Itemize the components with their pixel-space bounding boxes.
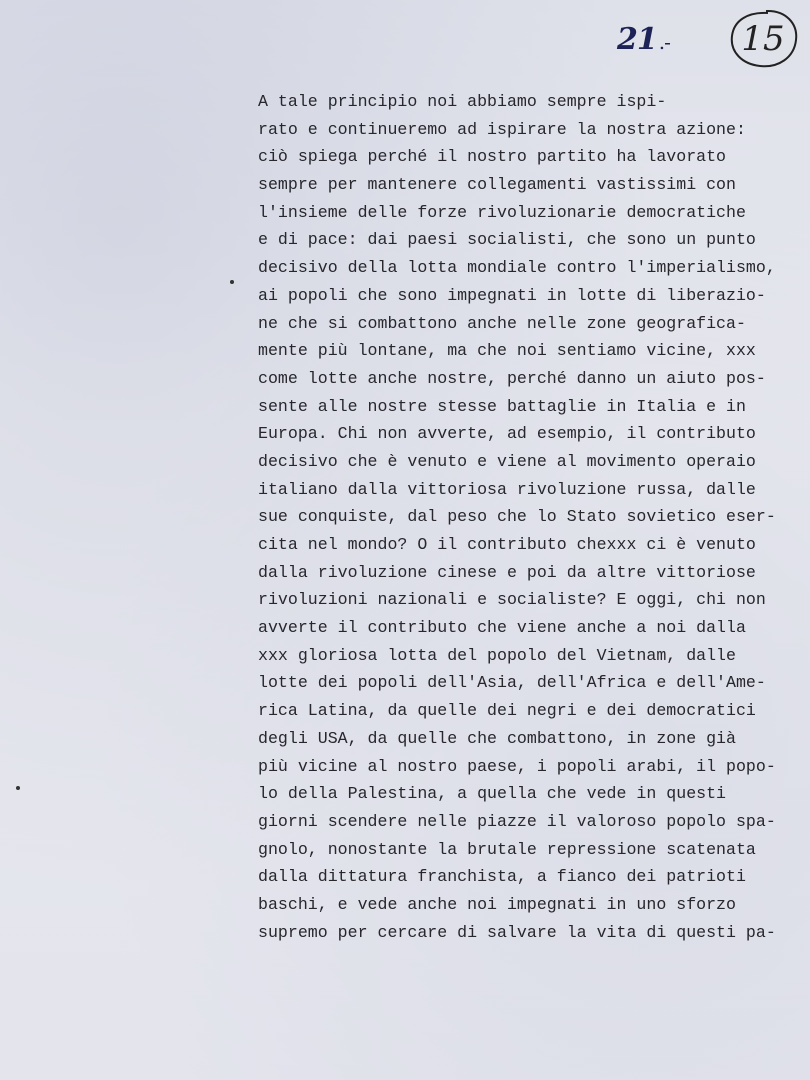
text-line: dalla dittatura franchista, a fianco dei patrioti [258, 867, 746, 887]
text-line: mente più lontane, ma che noi sentiamo vicine, xxx [258, 341, 756, 361]
text-line: sue conquiste, dal peso che lo Stato sovietico eser- [258, 507, 776, 527]
text-line: lotte dei popoli dell'Asia, dell'Africa e dell'Ame- [258, 673, 766, 693]
text-line: decisivo che è venuto e viene al movimento operaio [258, 451, 756, 471]
text-line: supremo per cercare di salvare la vita di questi pa- [258, 922, 776, 942]
circled-page-number [726, 6, 800, 72]
text-line: Europa. Chi non avverte, ad esempio, il contributo [258, 424, 756, 444]
typed-page-number-value: 21 [617, 22, 657, 57]
margin-dot-mark [230, 280, 234, 284]
text-line: rato e continueremo ad ispirare la nostra azione: [258, 119, 746, 139]
text-line: ciò spiega perché il nostro partito ha lavorato [258, 147, 727, 167]
text-line: baschi, e vede anche noi impegnati in uno sforzo [258, 894, 736, 914]
text-line: rica Latina, da quelle dei negri e dei democratici [258, 701, 756, 721]
text-line: cita nel mondo? O il contributo chexxx ci è venuto [258, 535, 756, 554]
text-line: avverte il contributo che viene anche a noi dalla [258, 618, 746, 638]
text-line: più vicine al nostro paese, i popoli arabi, il popo- [258, 756, 776, 776]
text-line: sente alle nostre stesse battaglie in Italia e in [258, 396, 746, 416]
text-line: degli USA, da quelle che combattono, in zone già [258, 728, 736, 748]
text-line: dalla rivoluzione cinese e poi da altre vittoriose [258, 562, 756, 582]
circled-page-number-value: 15 [741, 19, 785, 59]
text-line: l'insieme delle forze rivoluzionarie democratiche [258, 202, 746, 222]
margin-dot-mark [16, 786, 20, 790]
text-line: e di pace: dai paesi socialisti, che sono un punto [258, 230, 756, 250]
text-line: gnolo, nonostante la brutale repressione scatenata [258, 839, 756, 859]
text-line: sempre per mantenere collegamenti vastissimi con [258, 175, 736, 195]
text-line: ne che si combattono anche nelle zone geografica- [258, 313, 746, 333]
text-line: A tale principio noi abbiamo sempre ispi- [258, 92, 667, 111]
text-line: decisivo della lotta mondiale contro l'imperialismo, [258, 258, 776, 278]
text-line: ai popoli che sono impegnati in lotte di liberazio- [258, 285, 766, 305]
text-line: rivoluzioni nazionali e socialiste? E oggi, chi non [258, 590, 766, 610]
text-line: italiano dalla vittoriosa rivoluzione russa, dalle [258, 479, 756, 499]
text-line: lo della Palestina, a quella che vede in questi [258, 784, 727, 804]
typed-paragraph [258, 88, 798, 946]
text-line: come lotte anche nostre, perché danno un aiuto pos- [258, 368, 766, 388]
typed-page-number-suffix: .- [658, 30, 670, 54]
text-line: giorni scendere nelle piazze il valoroso popolo spa- [258, 811, 776, 831]
typed-page-number [617, 22, 670, 57]
text-line: xxx gloriosa lotta del popolo del Vietnam, dalle [258, 645, 736, 665]
